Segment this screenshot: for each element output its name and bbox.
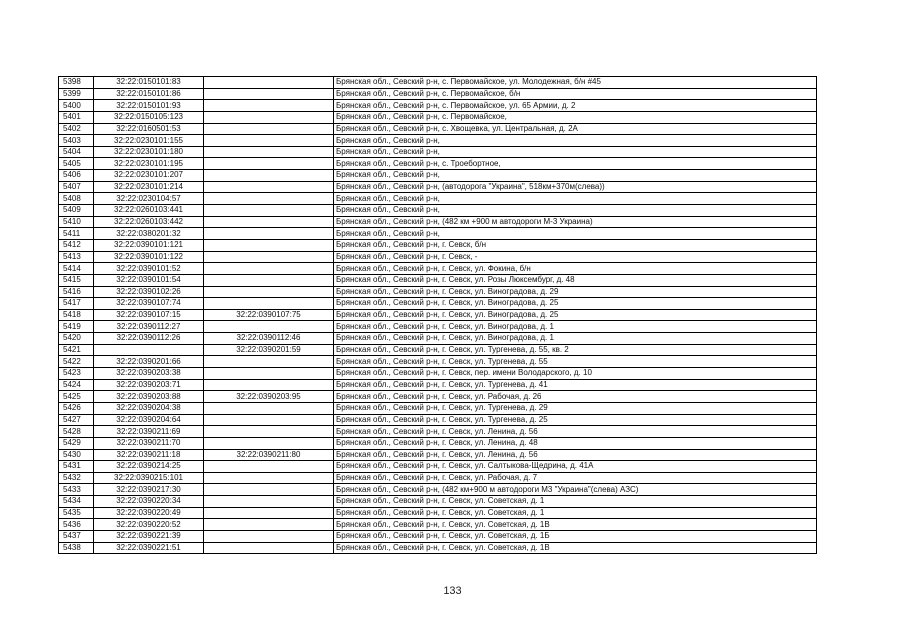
cadastral-number-cell: 32:22:0390204:64 — [94, 414, 204, 426]
table-row — [59, 391, 817, 403]
cadastral-number-cell: 32:22:0390220:34 — [94, 496, 204, 508]
record-number-cell: 5405 — [59, 158, 94, 170]
record-number-cell: 5400 — [59, 100, 94, 112]
cadastral-number-cell: 32:22:0390211:18 — [94, 449, 204, 461]
record-number-cell: 5427 — [59, 414, 94, 426]
cadastral-number-cell: 32:22:0230101:214 — [94, 181, 204, 193]
table-row — [59, 530, 817, 542]
address-cell: Брянская обл., Севский р-н, с. Хвощевка, ул. Центральная, д. 2А — [334, 123, 817, 135]
registry-table-body — [59, 77, 817, 554]
related-cadastral-number-cell — [204, 100, 334, 112]
address-cell: Брянская обл., Севский р-н, г. Севск, ул. Тургенева, д. 25 — [334, 414, 817, 426]
address-cell: Брянская обл., Севский р-н, г. Севск, ул. Советская, д. 1Б — [334, 530, 817, 542]
record-number-cell: 5428 — [59, 426, 94, 438]
address-cell: Брянская обл., Севский р-н, г. Севск, ул. Виноградова, д. 29 — [334, 286, 817, 298]
record-number-cell: 5418 — [59, 309, 94, 321]
table-row — [59, 449, 817, 461]
related-cadastral-number-cell — [204, 542, 334, 554]
address-cell: Брянская обл., Севский р-н, г. Севск, ул. Виноградова, д. 1 — [334, 333, 817, 345]
address-cell: Брянская обл., Севский р-н, (482 км+900 м автодороги М3 "Украина"(слева) АЗС) — [334, 484, 817, 496]
record-number-cell: 5423 — [59, 368, 94, 380]
address-cell: Брянская обл., Севский р-н, г. Севск, пер. имени Володарского, д. 10 — [334, 368, 817, 380]
related-cadastral-number-cell — [204, 356, 334, 368]
record-number-cell: 5431 — [59, 461, 94, 473]
address-cell: Брянская обл., Севский р-н, г. Севск, ул. Виноградова, д. 1 — [334, 321, 817, 333]
table-row — [59, 484, 817, 496]
cadastral-number-cell: 32:22:0390203:71 — [94, 379, 204, 391]
table-row — [59, 356, 817, 368]
cadastral-number-cell: 32:22:0390217:30 — [94, 484, 204, 496]
cadastral-number-cell: 32:22:0390101:122 — [94, 251, 204, 263]
address-cell: Брянская обл., Севский р-н, с. Первомайское, ул. Молодежная, б/н #45 — [334, 77, 817, 89]
related-cadastral-number-cell — [204, 414, 334, 426]
record-number-cell: 5413 — [59, 251, 94, 263]
address-cell: Брянская обл., Севский р-н, г. Севск, ул. Виноградова, д. 25 — [334, 298, 817, 310]
address-cell: Брянская обл., Севский р-н, г. Севск, ул. Рабочая, д. 7 — [334, 472, 817, 484]
table-row — [59, 205, 817, 217]
related-cadastral-number-cell: 32:22:0390203:95 — [204, 391, 334, 403]
related-cadastral-number-cell — [204, 321, 334, 333]
related-cadastral-number-cell — [204, 205, 334, 217]
cadastral-number-cell: 32:22:0390221:39 — [94, 530, 204, 542]
cadastral-number-cell: 32:22:0390220:52 — [94, 519, 204, 531]
record-number-cell: 5398 — [59, 77, 94, 89]
cadastral-number-cell: 32:22:0230101:207 — [94, 170, 204, 182]
related-cadastral-number-cell — [204, 530, 334, 542]
related-cadastral-number-cell — [204, 461, 334, 473]
related-cadastral-number-cell — [204, 251, 334, 263]
table-row — [59, 542, 817, 554]
related-cadastral-number-cell — [204, 77, 334, 89]
record-number-cell: 5417 — [59, 298, 94, 310]
table-row — [59, 263, 817, 275]
address-cell: Брянская обл., Севский р-н, (482 км +900 м автодороги М-3 Украина) — [334, 216, 817, 228]
record-number-cell: 5411 — [59, 228, 94, 240]
address-cell: Брянская обл., Севский р-н, г. Севск, ул. Ленина, д. 56 — [334, 426, 817, 438]
address-cell: Брянская обл., Севский р-н, с. Троебортное, — [334, 158, 817, 170]
address-cell: Брянская обл., Севский р-н, — [334, 146, 817, 158]
cadastral-number-cell: 32:22:0390107:15 — [94, 309, 204, 321]
related-cadastral-number-cell — [204, 170, 334, 182]
record-number-cell: 5414 — [59, 263, 94, 275]
related-cadastral-number-cell: 32:22:0390107:75 — [204, 309, 334, 321]
table-row — [59, 77, 817, 89]
address-cell: Брянская обл., Севский р-н, г. Севск, ул. Фокина, б/н — [334, 263, 817, 275]
related-cadastral-number-cell — [204, 146, 334, 158]
record-number-cell: 5436 — [59, 519, 94, 531]
table-row — [59, 100, 817, 112]
table-row — [59, 228, 817, 240]
address-cell: Брянская обл., Севский р-н, г. Севск, ул. Салтыкова-Щедрина, д. 41А — [334, 461, 817, 473]
address-cell: Брянская обл., Севский р-н, с. Первомайское, — [334, 111, 817, 123]
cadastral-number-cell: 32:22:0160501:53 — [94, 123, 204, 135]
address-cell: Брянская обл., Севский р-н, г. Севск, ул. Рабочая, д. 26 — [334, 391, 817, 403]
related-cadastral-number-cell — [204, 88, 334, 100]
cadastral-number-cell: 32:22:0390112:27 — [94, 321, 204, 333]
cadastral-number-cell: 32:22:0380201:32 — [94, 228, 204, 240]
record-number-cell: 5407 — [59, 181, 94, 193]
table-row — [59, 344, 817, 356]
related-cadastral-number-cell — [204, 193, 334, 205]
table-row — [59, 402, 817, 414]
table-row — [59, 333, 817, 345]
table-row — [59, 123, 817, 135]
address-cell: Брянская обл., Севский р-н, г. Севск, ул. Тургенева, д. 55, кв. 2 — [334, 344, 817, 356]
related-cadastral-number-cell — [204, 123, 334, 135]
cadastral-number-cell: 32:22:0230104:57 — [94, 193, 204, 205]
address-cell: Брянская обл., Севский р-н, г. Севск, ул. Ленина, д. 56 — [334, 449, 817, 461]
table-row — [59, 239, 817, 251]
address-cell: Брянская обл., Севский р-н, с. Первомайское, б/н — [334, 88, 817, 100]
cadastral-number-cell: 32:22:0390220:49 — [94, 507, 204, 519]
cadastral-number-cell: 32:22:0260103:441 — [94, 205, 204, 217]
record-number-cell: 5420 — [59, 333, 94, 345]
related-cadastral-number-cell — [204, 519, 334, 531]
related-cadastral-number-cell — [204, 216, 334, 228]
cadastral-number-cell: 32:22:0230101:195 — [94, 158, 204, 170]
related-cadastral-number-cell: 32:22:0390211:80 — [204, 449, 334, 461]
related-cadastral-number-cell: 32:22:0390112:46 — [204, 333, 334, 345]
address-cell: Брянская обл., Севский р-н, г. Севск, б/н — [334, 239, 817, 251]
related-cadastral-number-cell — [204, 135, 334, 147]
record-number-cell: 5404 — [59, 146, 94, 158]
address-cell: Брянская обл., Севский р-н, — [334, 205, 817, 217]
record-number-cell: 5419 — [59, 321, 94, 333]
table-row — [59, 414, 817, 426]
address-cell: Брянская обл., Севский р-н, — [334, 193, 817, 205]
related-cadastral-number-cell — [204, 507, 334, 519]
cadastral-number-cell: 32:22:0390102:26 — [94, 286, 204, 298]
address-cell: Брянская обл., Севский р-н, г. Севск, - — [334, 251, 817, 263]
record-number-cell: 5402 — [59, 123, 94, 135]
address-cell: Брянская обл., Севский р-н, г. Севск, ул. Ленина, д. 48 — [334, 437, 817, 449]
record-number-cell: 5434 — [59, 496, 94, 508]
cadastral-number-cell: 32:22:0260103:442 — [94, 216, 204, 228]
record-number-cell: 5435 — [59, 507, 94, 519]
record-number-cell: 5401 — [59, 111, 94, 123]
related-cadastral-number-cell — [204, 111, 334, 123]
record-number-cell: 5432 — [59, 472, 94, 484]
table-row — [59, 111, 817, 123]
related-cadastral-number-cell — [204, 368, 334, 380]
cadastral-number-cell: 32:22:0390101:52 — [94, 263, 204, 275]
cadastral-number-cell: 32:22:0150101:86 — [94, 88, 204, 100]
cadastral-number-cell: 32:22:0230101:155 — [94, 135, 204, 147]
address-cell: Брянская обл., Севский р-н, — [334, 170, 817, 182]
address-cell: Брянская обл., Севский р-н, г. Севск, ул. Советская, д. 1В — [334, 542, 817, 554]
related-cadastral-number-cell — [204, 426, 334, 438]
table-row — [59, 286, 817, 298]
cadastral-number-cell: 32:22:0390204:38 — [94, 402, 204, 414]
record-number-cell: 5424 — [59, 379, 94, 391]
cadastral-number-cell: 32:22:0390215:101 — [94, 472, 204, 484]
table-row — [59, 193, 817, 205]
address-cell: Брянская обл., Севский р-н, г. Севск, ул. Советская, д. 1В — [334, 519, 817, 531]
cadastral-number-cell: 32:22:0150101:93 — [94, 100, 204, 112]
record-number-cell: 5399 — [59, 88, 94, 100]
table-row — [59, 309, 817, 321]
related-cadastral-number-cell: 32:22:0390201:59 — [204, 344, 334, 356]
address-cell: Брянская обл., Севский р-н, (автодорога "Украина", 518км+370м(слева)) — [334, 181, 817, 193]
cadastral-number-cell: 32:22:0390221:51 — [94, 542, 204, 554]
table-row — [59, 437, 817, 449]
table-row — [59, 507, 817, 519]
record-number-cell: 5433 — [59, 484, 94, 496]
record-number-cell: 5429 — [59, 437, 94, 449]
cadastral-number-cell: 32:22:0390101:54 — [94, 274, 204, 286]
table-row — [59, 379, 817, 391]
address-cell: Брянская обл., Севский р-н, — [334, 228, 817, 240]
table-row — [59, 298, 817, 310]
table-row — [59, 496, 817, 508]
address-cell: Брянская обл., Севский р-н, г. Севск, ул. Тургенева, д. 29 — [334, 402, 817, 414]
address-cell: Брянская обл., Севский р-н, с. Первомайское, ул. 65 Армии, д. 2 — [334, 100, 817, 112]
address-cell: Брянская обл., Севский р-н, г. Севск, ул. Виноградова, д. 25 — [334, 309, 817, 321]
record-number-cell: 5412 — [59, 239, 94, 251]
related-cadastral-number-cell — [204, 484, 334, 496]
related-cadastral-number-cell — [204, 472, 334, 484]
cadastral-number-cell: 32:22:0390107:74 — [94, 298, 204, 310]
record-number-cell: 5421 — [59, 344, 94, 356]
record-number-cell: 5406 — [59, 170, 94, 182]
table-row — [59, 274, 817, 286]
cadastral-number-cell: 32:22:0230101:180 — [94, 146, 204, 158]
table-row — [59, 519, 817, 531]
cadastral-number-cell: 32:22:0390112:26 — [94, 333, 204, 345]
cadastral-number-cell: 32:22:0390211:70 — [94, 437, 204, 449]
address-cell: Брянская обл., Севский р-н, г. Севск, ул. Советская, д. 1 — [334, 507, 817, 519]
record-number-cell: 5415 — [59, 274, 94, 286]
related-cadastral-number-cell — [204, 228, 334, 240]
cadastral-number-cell: 32:22:0390211:69 — [94, 426, 204, 438]
registry-table — [58, 76, 817, 554]
table-row — [59, 426, 817, 438]
record-number-cell: 5438 — [59, 542, 94, 554]
record-number-cell: 5410 — [59, 216, 94, 228]
cadastral-number-cell: 32:22:0390101:121 — [94, 239, 204, 251]
related-cadastral-number-cell — [204, 286, 334, 298]
address-cell: Брянская обл., Севский р-н, г. Севск, ул. Тургенева, д. 55 — [334, 356, 817, 368]
cadastral-number-cell: 32:22:0150105:123 — [94, 111, 204, 123]
table-row — [59, 88, 817, 100]
record-number-cell: 5425 — [59, 391, 94, 403]
address-cell: Брянская обл., Севский р-н, — [334, 135, 817, 147]
table-row — [59, 158, 817, 170]
cadastral-number-cell: 32:22:0390203:88 — [94, 391, 204, 403]
record-number-cell: 5408 — [59, 193, 94, 205]
related-cadastral-number-cell — [204, 379, 334, 391]
related-cadastral-number-cell — [204, 437, 334, 449]
related-cadastral-number-cell — [204, 402, 334, 414]
table-row — [59, 461, 817, 473]
page-number: 133 — [443, 585, 462, 597]
related-cadastral-number-cell — [204, 298, 334, 310]
record-number-cell: 5422 — [59, 356, 94, 368]
table-row — [59, 321, 817, 333]
related-cadastral-number-cell — [204, 263, 334, 275]
table-row — [59, 216, 817, 228]
record-number-cell: 5437 — [59, 530, 94, 542]
related-cadastral-number-cell — [204, 496, 334, 508]
cadastral-number-cell: 32:22:0390201:66 — [94, 356, 204, 368]
table-row — [59, 472, 817, 484]
cadastral-number-cell — [94, 344, 204, 356]
record-number-cell: 5416 — [59, 286, 94, 298]
cadastral-number-cell: 32:22:0390203:38 — [94, 368, 204, 380]
table-row — [59, 135, 817, 147]
related-cadastral-number-cell — [204, 274, 334, 286]
record-number-cell: 5430 — [59, 449, 94, 461]
cadastral-number-cell: 32:22:0390214:25 — [94, 461, 204, 473]
table-row — [59, 146, 817, 158]
related-cadastral-number-cell — [204, 181, 334, 193]
address-cell: Брянская обл., Севский р-н, г. Севск, ул. Советская, д. 1 — [334, 496, 817, 508]
related-cadastral-number-cell — [204, 158, 334, 170]
table-row — [59, 170, 817, 182]
record-number-cell: 5403 — [59, 135, 94, 147]
address-cell: Брянская обл., Севский р-н, г. Севск, ул. Розы Люксембург, д. 48 — [334, 274, 817, 286]
table-row — [59, 251, 817, 263]
record-number-cell: 5426 — [59, 402, 94, 414]
table-row — [59, 181, 817, 193]
record-number-cell: 5409 — [59, 205, 94, 217]
address-cell: Брянская обл., Севский р-н, г. Севск, ул. Тургенева, д. 41 — [334, 379, 817, 391]
table-row — [59, 368, 817, 380]
related-cadastral-number-cell — [204, 239, 334, 251]
cadastral-number-cell: 32:22:0150101:83 — [94, 77, 204, 89]
